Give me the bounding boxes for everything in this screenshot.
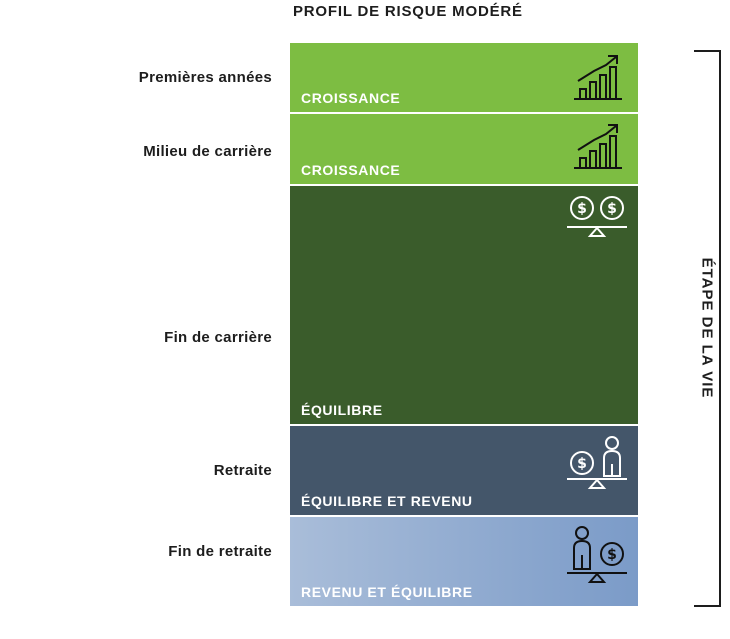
band-label: CROISSANCE (301, 162, 401, 178)
bracket-bottom (694, 605, 721, 607)
svg-text:$: $ (577, 201, 587, 217)
band-revenu-et-equilibre (290, 517, 638, 606)
dollar-person-scale-icon (564, 434, 630, 492)
svg-text:$: $ (577, 456, 587, 472)
stage-label-milieu-de-carriere: Milieu de carrière (143, 143, 272, 160)
stage-label-fin-de-retraite: Fin de retraite (168, 543, 272, 560)
svg-text:$: $ (607, 201, 617, 217)
person-dollar-scale-icon (564, 525, 630, 587)
growth-chart-icon (572, 122, 624, 170)
band-croissance-2 (290, 114, 638, 184)
band-label: CROISSANCE (301, 90, 401, 106)
band-croissance-1 (290, 43, 638, 112)
bracket-vertical (719, 50, 721, 607)
band-label: REVENU ET ÉQUILIBRE (301, 584, 473, 600)
stage-label-premieres-annees: Premières années (138, 69, 272, 86)
svg-text:$: $ (607, 547, 617, 563)
band-label: ÉQUILIBRE (301, 402, 383, 418)
band-label: ÉQUILIBRE ET REVENU (301, 493, 473, 509)
bracket-top (694, 50, 721, 52)
stage-label-retraite: Retraite (213, 462, 272, 479)
band-equilibre-et-revenu (290, 426, 638, 515)
stage-label-fin-de-carriere: Fin de carrière (164, 329, 272, 346)
growth-chart-icon (572, 53, 624, 101)
side-title: ÉTAPE DE LA VIE (699, 250, 716, 407)
diagram-title: PROFIL DE RISQUE MODÉRÉ (293, 3, 523, 20)
dollar-scale-icon (564, 194, 630, 240)
band-equilibre (290, 186, 638, 424)
